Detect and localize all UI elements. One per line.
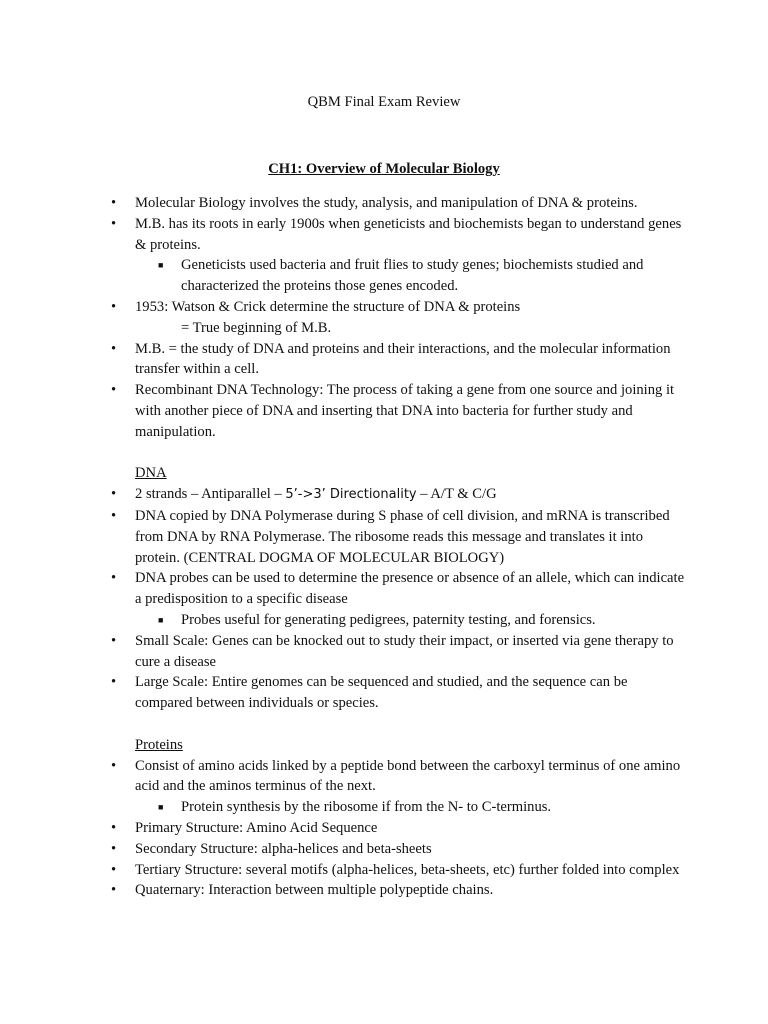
list-item-text: DNA copied by DNA Polymerase during S phase of cell division, and mRNA is transcribed from DNA by RNA Polymerase. The ribosome reads this message and translates it into protein. (CENTRAL DOGMA OF MOLECULAR BIOLOGY) (135, 507, 670, 566)
list-item-text: Large Scale: Entire genomes can be sequenced and studied, and the sequence can be compared between individuals or species. (135, 674, 628, 712)
section-heading-dna: DNA (135, 465, 167, 482)
bullet-icon: • (111, 819, 117, 836)
bullet-icon: • (111, 840, 117, 857)
list-item-text: Secondary Structure: alpha-helices and beta-sheets (135, 840, 432, 857)
directionality-text: 5’->3’ Directionality (285, 487, 417, 503)
list-item (0, 193, 768, 214)
bullet-icon: • (111, 882, 117, 899)
list-item-text: Primary Structure: Amino Acid Sequence (135, 819, 378, 836)
list-item (0, 339, 768, 381)
bullet-icon: • (111, 215, 117, 232)
list-item-text: Recombinant DNA Technology: The process of taking a gene from one source and joining it with another piece of DNA and inserting that DNA into bacteria for further study and manipulation. (135, 382, 675, 440)
chapter-title: CH1: Overview of Molecular Biology (268, 161, 500, 177)
square-bullet-icon: ■ (158, 260, 164, 271)
list-item (0, 506, 768, 568)
sub-list-item-text: Probes useful for generating pedigrees, paternity testing, and forensics. (181, 611, 596, 628)
list-item (0, 860, 768, 881)
bullet-icon: • (111, 570, 117, 587)
list-item-text: Consist of amino acids linked by a peptide bond between the carboxyl terminus of one amino acid and the aminos terminus of the next. (135, 757, 681, 795)
bullet-icon: • (111, 298, 117, 315)
spacer (0, 443, 768, 464)
bullet-icon: • (111, 757, 117, 774)
list-item (0, 484, 768, 506)
square-bullet-icon: ■ (158, 614, 164, 625)
document-body (0, 193, 768, 901)
list-item-text: Quaternary: Interaction between multiple polypeptide chains. (135, 882, 494, 899)
list-item-text: M.B. has its roots in early 1900s when geneticists and biochemists began to understand genes & proteins. (135, 215, 682, 253)
bullet-icon: • (111, 486, 117, 503)
list-item-text-suffix: – A/T & C/G (416, 486, 497, 503)
list-item (0, 880, 768, 901)
bullet-icon: • (111, 674, 117, 691)
sub-list-item (0, 610, 768, 631)
list-item-text: Molecular Biology involves the study, analysis, and manipulation of DNA & proteins. (135, 195, 638, 211)
sub-list-item (0, 255, 768, 297)
list-item-text: Tertiary Structure: several motifs (alpha-helices, beta-sheets, etc) further folded into complex (135, 861, 680, 878)
list-item (0, 380, 768, 442)
list-item (0, 214, 768, 256)
list-item-text: Small Scale: Genes can be knocked out to study their impact, or inserted via gene therapy to cure a disease (135, 632, 674, 670)
document-title: QBM Final Exam Review (307, 94, 461, 110)
list-item-text: M.B. = the study of DNA and proteins and their interactions, and the molecular information transfer within a cell. (135, 340, 671, 378)
list-item-text-prefix: 2 strands – Antiparallel – (135, 486, 286, 503)
bullet-icon: • (111, 340, 117, 357)
list-item-text: DNA probes can be used to determine the presence or absence of an allele, which can indicate a predisposition to a specific disease (135, 570, 685, 608)
list-item-text: 1953: Watson & Crick determine the structure of DNA & proteins (135, 298, 521, 315)
list-item (0, 839, 768, 860)
spacer (0, 714, 768, 735)
square-bullet-icon: ■ (158, 802, 164, 813)
bullet-icon: • (111, 632, 117, 649)
list-item (0, 818, 768, 839)
list-item (0, 756, 768, 798)
sub-list-item-text: Geneticists used bacteria and fruit flies to study genes; biochemists studied and characterized the proteins those genes encoded. (181, 257, 644, 295)
bullet-icon: • (111, 861, 117, 878)
sub-list-item-text: Protein synthesis by the ribosome if from the N- to C-terminus. (181, 799, 552, 816)
list-item (0, 568, 768, 610)
bullet-icon: • (111, 507, 117, 524)
list-item (0, 297, 768, 318)
bullet-icon: • (111, 195, 117, 211)
list-item (0, 672, 768, 714)
list-item (0, 631, 768, 673)
bullet-icon: • (111, 382, 117, 399)
indented-note: = True beginning of M.B. (181, 319, 332, 336)
section-heading-proteins: Proteins (135, 736, 183, 753)
sub-list-item (0, 797, 768, 818)
